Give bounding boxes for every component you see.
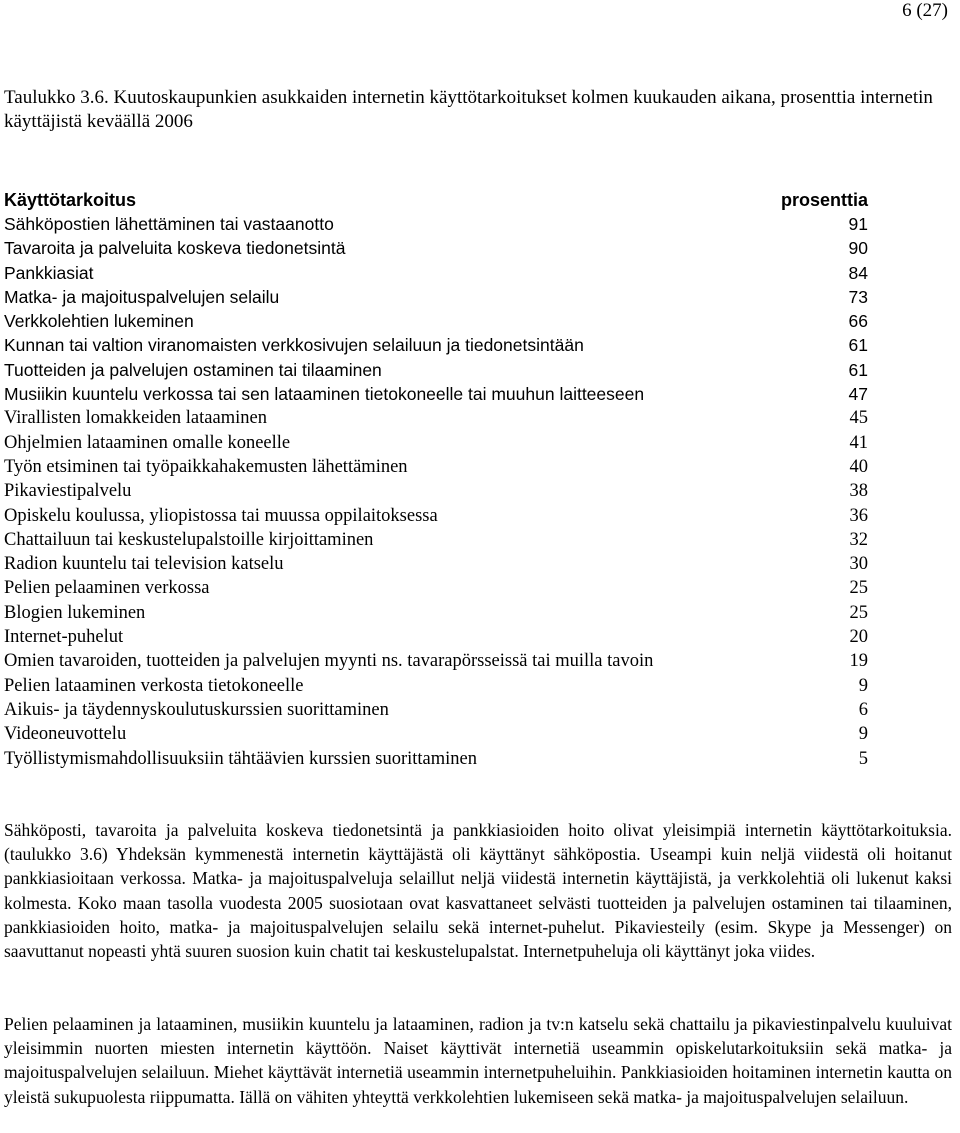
- row-value: 19: [849, 651, 868, 672]
- row-value: 25: [849, 578, 868, 599]
- table-row: [4, 382, 868, 406]
- table-row: [4, 722, 868, 746]
- row-label: Videoneuvottelu: [4, 724, 127, 745]
- row-value: 90: [848, 238, 868, 259]
- row-value: 73: [848, 286, 868, 307]
- table-row: [4, 455, 868, 479]
- row-label: Työn etsiminen tai työpaikkahakemusten lähettäminen: [4, 456, 408, 477]
- row-value: 9: [858, 675, 868, 696]
- row-label: Opiskelu koulussa, yliopistossa tai muussa oppilaitoksessa: [4, 505, 438, 526]
- table-row: [4, 528, 868, 552]
- row-label: Pelien lataaminen verkosta tietokoneelle: [4, 675, 304, 696]
- row-label: Internet-puhelut: [4, 627, 124, 648]
- row-value: 40: [849, 456, 868, 477]
- row-label: Tuotteiden ja palvelujen ostaminen tai tilaaminen: [4, 359, 382, 380]
- table-row: [4, 625, 868, 649]
- row-label: Kunnan tai valtion viranomaisten verkkosivujen selailuun ja tiedonetsintään: [4, 335, 584, 356]
- table-row: [4, 309, 868, 333]
- row-value: 25: [849, 602, 868, 623]
- table-row: [4, 358, 868, 382]
- table-row: [4, 479, 868, 503]
- row-label: Omien tavaroiden, tuotteiden ja palvelujen myynti ns. tavarapörsseissä tai muilla tavoin: [4, 651, 654, 672]
- usage-table: [4, 188, 868, 771]
- row-value: 32: [849, 529, 868, 550]
- row-label: Matka- ja majoituspalvelujen selailu: [4, 286, 280, 307]
- table-row: [4, 698, 868, 722]
- row-value: 5: [858, 748, 868, 769]
- table-row: [4, 747, 868, 771]
- table-caption: Taulukko 3.6. Kuutoskaupunkien asukkaiden internetin käyttötarkoitukset kolmen kuukauden aikana, prosenttia internetin käyttäjistä keväällä 2006: [4, 87, 933, 132]
- table-row: [4, 261, 868, 285]
- row-value: 30: [849, 554, 868, 575]
- row-label: Aikuis- ja täydennyskoulutuskurssien suorittaminen: [4, 699, 389, 720]
- row-label: Ohjelmien lataaminen omalle koneelle: [4, 432, 291, 453]
- body-paragraph-1: Sähköposti, tavaroita ja palveluita koskeva tiedonetsintä ja pankkiasioiden hoito olivat yleisimpiä internetin käyttötarkoituksia. (taulukko 3.6) Yhdeksän kymmenestä internetin käyttäjästä oli käyttänyt sähköpostia. Useampi kuin neljä viidestä oli hoitanut pankkiasioitaan verkossa. Matka- ja majoituspalveluja selaillut neljä viidestä internetin käyttäjistä, ja verkkolehtiä oli lukenut kaksi kolmesta. Koko maan tasolla vuodesta 2005 suosiotaan ovat kasvattaneet selvästi tuotteiden ja palvelujen ostaminen tai tilaaminen, pankkiasioiden hoito, matka- ja majoituspalvelujen selailu sekä internet-puhelut. Pikaviesteily (esim. Skype ja Messenger) on saavuttanut nopeasti yhtä suuren suosion kuin chatit tai keskustelupalstat. Internetpuheluja oli käyttänyt joka viides.: [4, 820, 952, 962]
- row-value: 38: [849, 481, 868, 502]
- row-value: 20: [849, 627, 868, 648]
- table-body: [4, 212, 868, 771]
- row-label: Verkkolehtien lukeminen: [4, 311, 194, 332]
- row-label: Tavaroita ja palveluita koskeva tiedonetsintä: [4, 238, 346, 259]
- row-label: Radion kuuntelu tai television katselu: [4, 554, 284, 575]
- table-row: [4, 601, 868, 625]
- row-value: 61: [848, 359, 868, 380]
- row-label: Blogien lukeminen: [4, 602, 146, 623]
- column-header-purpose: Käyttötarkoitus: [4, 190, 137, 210]
- row-value: 66: [848, 311, 868, 332]
- body-paragraph-2: Pelien pelaaminen ja lataaminen, musiikin kuuntelu ja lataaminen, radion ja tv:n katselu sekä chattailu ja pikaviestinpalvelu kuuluivat yleisimmin nuorten miesten internetin käyttöön. Naiset käyttivät internetiä useammin opiskelutarkoituksiin sekä matka- ja majoituspalvelujen selailuun. Miehet käyttävät internetiä useammin internetpuheluihin. Pankkiasioiden hoitaminen internetin kautta on yleistä sukupuolesta riippumatta. Iällä on vähiten yhteyttä verkkolehtien lukemiseen sekä matka- ja majoituspalvelujen selailuun.: [4, 1014, 952, 1107]
- row-value: 91: [848, 214, 868, 234]
- row-label: Pankkiasiat: [4, 262, 94, 283]
- table-header-row: [4, 188, 868, 212]
- row-value: 36: [849, 505, 868, 526]
- row-value: 47: [848, 384, 868, 405]
- row-value: 84: [848, 262, 868, 283]
- table-row: [4, 285, 868, 309]
- row-label: Virallisten lomakkeiden lataaminen: [4, 408, 267, 429]
- table-row: [4, 674, 868, 698]
- table-row: [4, 576, 868, 600]
- table-row: [4, 649, 868, 673]
- page-number: 6 (27): [902, 0, 948, 21]
- row-label: Työllistymismahdollisuuksiin tähtäävien kurssien suorittaminen: [4, 748, 477, 769]
- row-label: Pikaviestipalvelu: [4, 481, 132, 502]
- row-label: Chattailuun tai keskustelupalstoille kirjoittaminen: [4, 529, 374, 550]
- row-value: 45: [849, 408, 868, 429]
- row-value: 6: [858, 699, 868, 720]
- row-value: 61: [848, 335, 868, 356]
- column-header-percent: prosenttia: [780, 190, 868, 210]
- table-row: [4, 236, 868, 260]
- table-row: [4, 504, 868, 528]
- table-row: [4, 333, 868, 357]
- row-label: Pelien pelaaminen verkossa: [4, 578, 210, 599]
- table-row: [4, 431, 868, 455]
- row-label: Musiikin kuuntelu verkossa tai sen lataaminen tietokoneelle tai muuhun laitteeseen: [4, 384, 645, 405]
- row-label: Sähköpostien lähettäminen tai vastaanotto: [4, 214, 334, 234]
- row-value: 41: [849, 432, 868, 453]
- table-row: [4, 212, 868, 236]
- table-row: [4, 552, 868, 576]
- table-row: [4, 406, 868, 430]
- row-value: 9: [858, 724, 868, 745]
